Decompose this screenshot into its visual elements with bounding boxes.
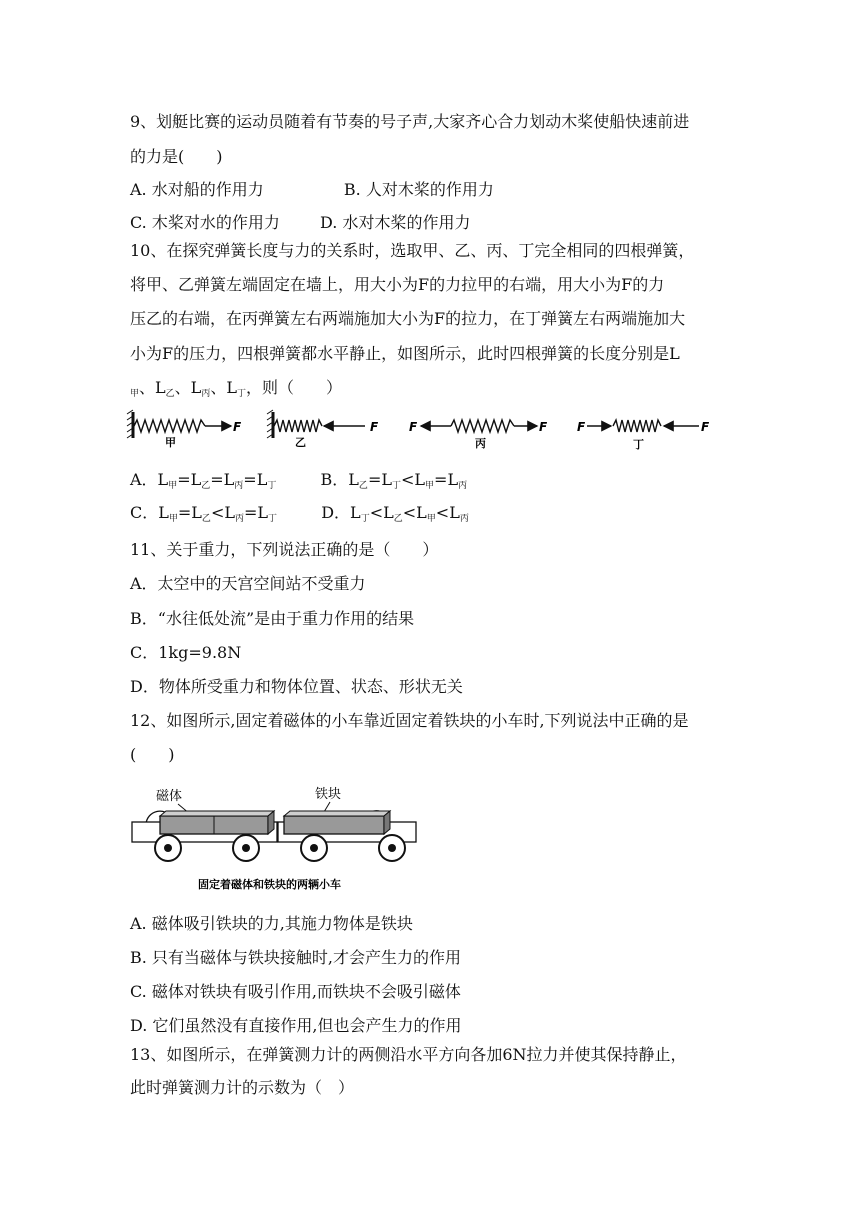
q12-option-a: A. 磁体吸引铁块的力,其施力物体是铁块 [130, 914, 413, 933]
q10-stem-line1: 10、在探究弹簧长度与力的关系时，选取甲、乙、丙、丁完全相同的四根弹簧， [130, 241, 695, 260]
q11-stem: 11、关于重力，下列说法正确的是（ ） [130, 540, 439, 559]
spring-bing-force-left: F [409, 420, 418, 434]
q12-option-d: D. 它们虽然没有直接作用,但也会产生力的作用 [130, 1016, 462, 1035]
q10-options-row1 [130, 470, 467, 496]
q10-option-c: C．$L_甲=L_乙<L_丙=L_丁$ [130, 503, 278, 524]
q11-option-a: A．太空中的天宫空间站不受重力 [130, 574, 366, 593]
q13-stem-line1: 13、如图所示，在弹簧测力计的两侧沿水平方向各加6N拉力并使其保持静止， [130, 1045, 687, 1064]
spring-ding-force-left: F [577, 420, 586, 434]
q9-option-d: D. 水对木桨的作用力 [320, 213, 471, 232]
spring-bing [409, 420, 548, 450]
q10-options-row2 [130, 503, 469, 529]
spring-bing-label: 丙 [475, 437, 486, 450]
spring-jia-label: 甲 [165, 436, 176, 449]
carts-caption: 固定着磁体和铁块的两辆小车 [198, 878, 341, 891]
q9-options-row2 [130, 213, 470, 233]
q10-stem-line4: 小为F的压力，四根弹簧都水平静止，如图所示，此时四根弹簧的长度分别是L [130, 344, 680, 363]
iron-block [284, 816, 384, 834]
iron-cart [278, 811, 416, 861]
magnet-label: 磁体 [156, 789, 183, 804]
q10-option-b: B．$L_乙=L_丁<L_甲=L_丙$ [320, 470, 468, 491]
q12-option-b: B. 只有当磁体与铁块接触时,才会产生力的作用 [130, 948, 462, 967]
magnet-cart [132, 811, 277, 861]
spring-ding-label: 丁 [633, 438, 644, 451]
spring-bing-force-right: F [539, 420, 548, 434]
q11-option-b: B．“水往低处流”是由于重力作用的结果 [130, 609, 415, 628]
spring-ding-force-right: F [701, 420, 710, 434]
springs-figure [125, 408, 725, 452]
spring-jia [127, 410, 242, 449]
q9-option-b: B. 人对木桨的作用力 [343, 180, 494, 199]
q10-stem-line5: $_甲$、$L_乙$、$L_丙$、$L_丁$，则（ ） [130, 378, 342, 399]
spring-yi-label: 乙 [295, 436, 306, 449]
spring-yi [267, 410, 379, 449]
carts-figure [128, 778, 428, 896]
spring-jia-force: F [233, 420, 242, 434]
q11-option-c: C．1kg=9.8N [130, 643, 242, 662]
q10-stem-line2: 将甲、乙弹簧左端固定在墙上，用大小为F的力拉甲的右端，用大小为F的力 [130, 275, 665, 294]
q12-option-c: C. 磁体对铁块有吸引作用,而铁块不会吸引磁体 [130, 982, 461, 1001]
q10-option-a: A．$L_甲=L_乙=L_丙=L_丁$ [130, 470, 277, 491]
q11-option-d: D．物体所受重力和物体位置、状态、形状无关 [130, 677, 463, 696]
q9-options-row1 [130, 180, 494, 200]
q9-option-c: C. 木桨对水的作用力 [130, 213, 280, 232]
q9-stem-line1: 9、划艇比赛的运动员随着有节奏的号子声,大家齐心合力划动木桨使船快速前进 [130, 112, 690, 131]
q9-stem-line2: 的力是( ) [130, 147, 223, 166]
iron-label: 铁块 [315, 787, 342, 802]
q9-option-a: A. 水对船的作用力 [130, 180, 264, 199]
q12-stem-line1: 12、如图所示,固定着磁体的小车靠近固定着铁块的小车时,下列说法中正确的是 [130, 711, 689, 730]
q10-option-d: D．$L_丁<L_乙<L_甲<L_丙$ [321, 503, 469, 524]
q12-stem-line2: ( ) [130, 745, 175, 764]
q10-stem-line3: 压乙的右端，在丙弹簧左右两端施加大小为F的拉力，在丁弹簧左右两端施加大 [130, 309, 686, 328]
q13-stem-line2: 此时弹簧测力计的示数为（ ） [130, 1078, 355, 1097]
spring-ding [577, 420, 710, 451]
spring-yi-force: F [370, 420, 379, 434]
